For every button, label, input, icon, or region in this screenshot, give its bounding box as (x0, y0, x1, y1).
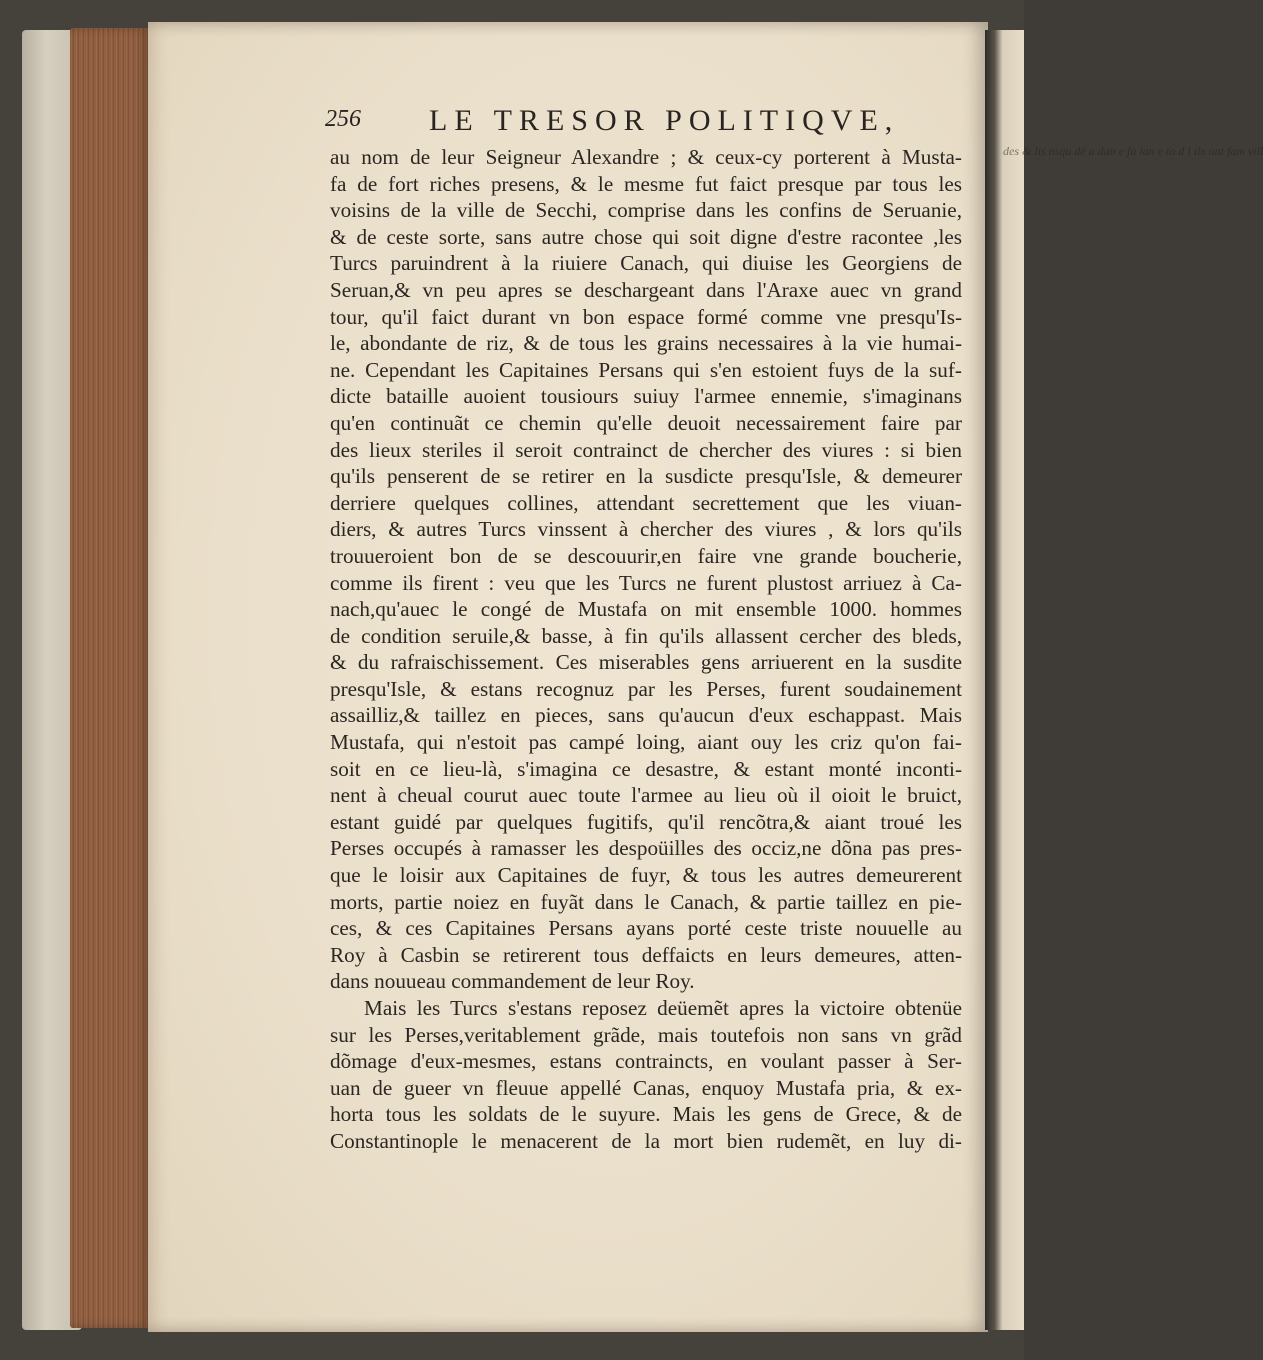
text-line: Seruan,& vn peu apres se deschargeant dans l'Araxe auec vn grand (330, 277, 962, 302)
text-line: sur les Perses,veritablement grãde, mais toutefois non sans vn grãd (330, 1022, 962, 1047)
text-line: horta tous les soldats de le suyure. Mais les gens de Grece, & de (330, 1102, 962, 1127)
text-line: qu'ils penserent de se retirer en la susdicte presqu'Isle, & demeurer (330, 464, 962, 489)
page-header (325, 106, 965, 146)
text-line: dicte bataille auoient tousiours suiuy l'armee ennemie, s'imaginans (330, 384, 962, 409)
text-line: Constantinople le menacerent de la mort bien rudemẽt, en luy di- (330, 1128, 962, 1153)
text-line: assailliz,& taillez en pieces, sans qu'aucun d'eux eschappast. Mais (330, 703, 962, 728)
text-line: comme ils firent : veu que les Turcs ne furent plustost arriuez à Ca- (330, 570, 962, 595)
text-line: derriere quelques collines, attendant secrettement que les viuan- (330, 490, 962, 515)
text-line: Perses occupés à ramasser les despoüilles des occiz,ne dõna pas pres- (330, 836, 962, 861)
text-line: Roy à Casbin se retirerent tous deffaicts en leurs demeures, atten- (330, 942, 962, 967)
running-title: LE TRESOR POLITIQVE, (429, 104, 900, 137)
text-line: fa de fort riches presens, & le mesme fut faict presque par tous les (330, 171, 962, 196)
paragraph (330, 144, 962, 995)
text-line: & du rafraischissement. Ces miserables gens arriuerent en la susdite (330, 650, 962, 675)
text-line: ces, & ces Capitaines Persans ayans porté ceste triste nouuelle au (330, 916, 962, 941)
text-line: nent à cheual courut auec toute l'armee au lieu où il oioit le bruict, (330, 783, 962, 808)
text-line: dõmage d'eux-mesmes, estans contraincts, en voulant passer à Ser- (330, 1049, 962, 1074)
text-line: trouueroient bon de se descouurir,en faire vne grande boucherie, (330, 543, 962, 568)
text-line: des lieux steriles il seroit contrainct de chercher des viures : si bien (330, 437, 962, 462)
next-page-edge (985, 30, 1263, 1330)
text-line: estant guidé par quelques fugitifs, qu'il rencõtra,& aiant troué les (330, 809, 962, 834)
paragraph (330, 995, 962, 1155)
text-line: Mais les Turcs s'estans reposez deüemẽt apres la victoire obtenüe (364, 996, 962, 1020)
text-line: diers, & autres Turcs vinssent à chercher des viures , & lors qu'ils (330, 517, 962, 542)
text-line: ne. Cependant les Capitaines Persans qui s'en estoient fuys de la suf- (330, 357, 962, 382)
page-edges (70, 28, 150, 1328)
text-line: nach,qu'auec le congé de Mustafa on mit ensemble 1000. hommes (330, 597, 962, 622)
text-line: voisins de la ville de Secchi, comprise dans les confins de Seruanie, (330, 198, 962, 223)
text-line: morts, partie noiez en fuyãt dans le Canach, & partie taillez en pie- (330, 889, 962, 914)
text-line: le, abondante de riz, & de tous les grains necessaires à la vie humai- (330, 331, 962, 356)
body-text (330, 144, 962, 1155)
text-line: soit en ce lieu-là, s'imagina ce desastre, & estant monté inconti- (330, 756, 962, 781)
text-line: de condition seruile,& basse, à fin qu'ils allassent cercher des bleds, (330, 623, 962, 648)
text-line: Turcs paruindrent à la riuiere Canach, qui diuise les Georgiens de (330, 251, 962, 276)
next-page-margin-text: des & lis nsqu dé a dan e fa lan e to d l ilx ont fam vill (1003, 144, 1263, 158)
text-line: uan de gueer vn fleuue appellé Canas, enquoy Mustafa pria, & ex- (330, 1075, 962, 1100)
text-line: tour, qu'il faict durant vn bon espace formé comme vne presqu'Is- (330, 304, 962, 329)
text-line: Mustafa, qui n'estoit pas campé loing, aiant ouy les criz qu'on fai- (330, 730, 962, 755)
text-line: presqu'Isle, & estans recognuz par les Perses, furent soudainement (330, 676, 962, 701)
text-line: & de ceste sorte, sans autre chose qui soit digne d'estre racontee ,les (330, 224, 962, 249)
page-number: 256 (325, 106, 361, 132)
text-line: qu'en continuãt ce chemin qu'elle deuoit necessairement faire par (330, 410, 962, 435)
text-line: dans nouueau commandement de leur Roy. (330, 969, 695, 994)
text-line: que le loisir aux Capitaines de fuyr, & tous les autres demeurerent (330, 863, 962, 888)
text-line: au nom de leur Seigneur Alexandre ; & ceux-cy porterent à Musta- (330, 145, 962, 169)
